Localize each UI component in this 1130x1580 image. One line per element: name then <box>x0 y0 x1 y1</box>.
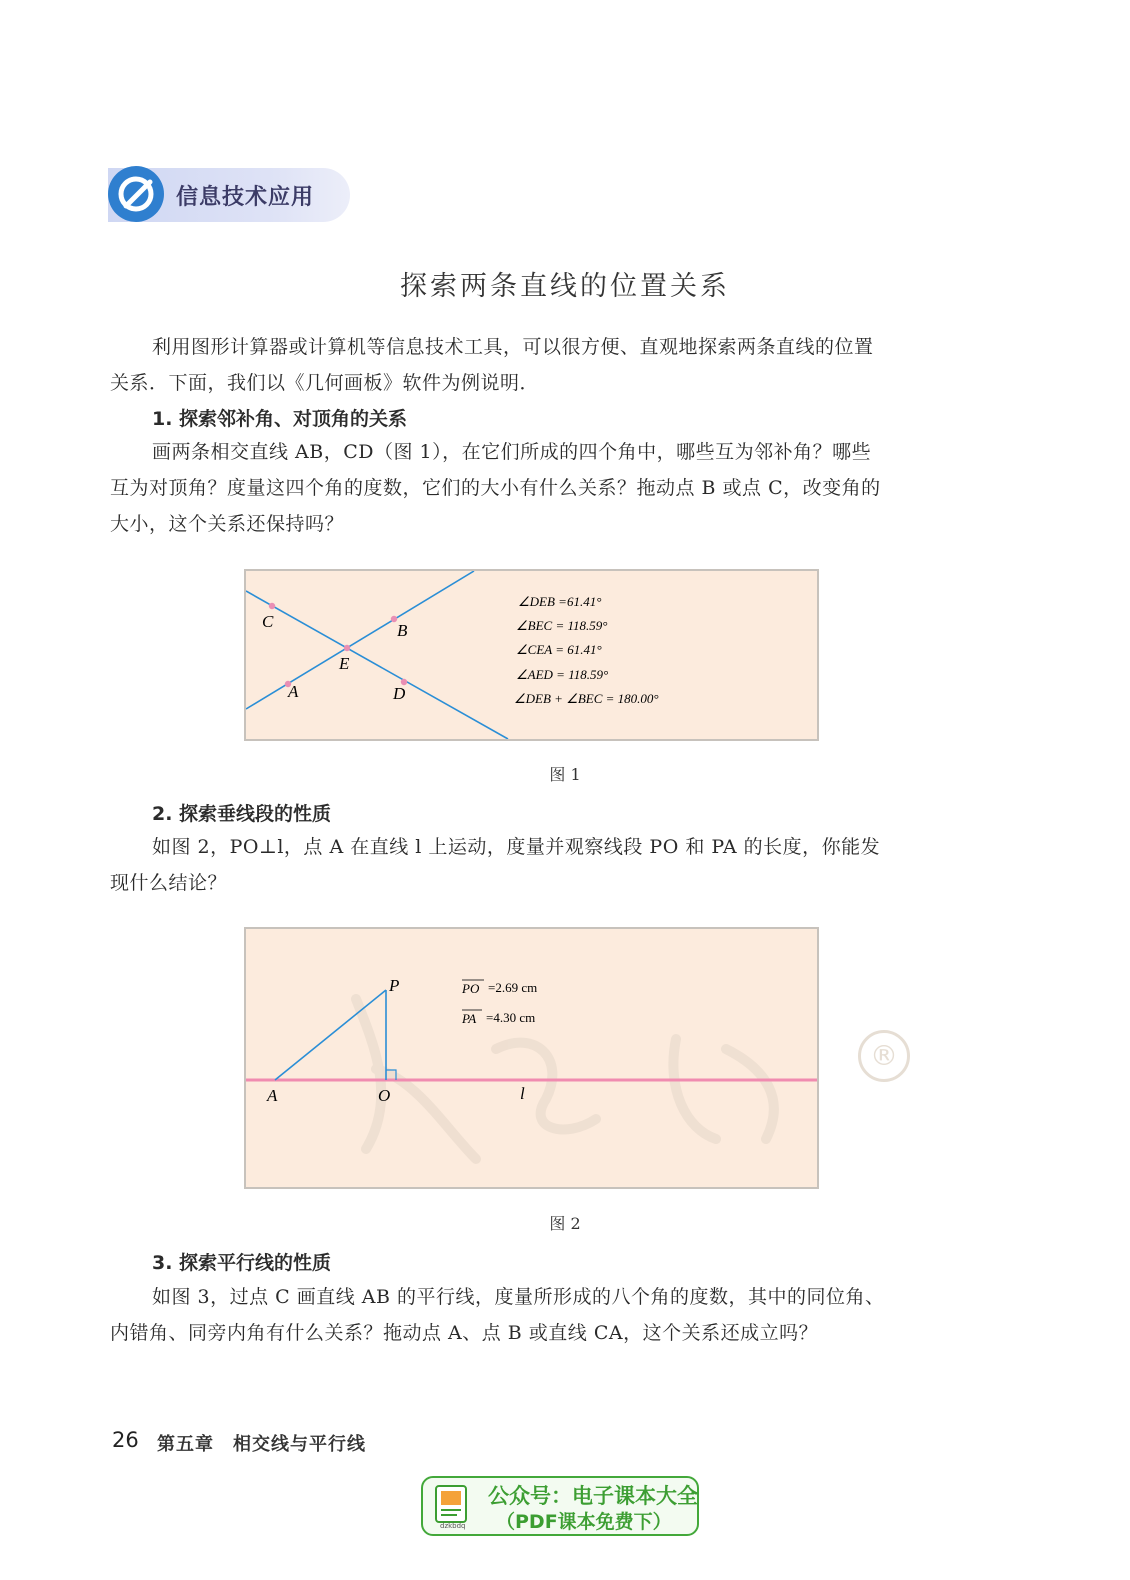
registered-mark: ® <box>858 1030 910 1082</box>
section3-paragraph <box>110 1279 955 1351</box>
chapter-title: 第五章 相交线与平行线 <box>157 1434 366 1455</box>
figure1-caption: 图 1 <box>549 765 581 784</box>
label-d: D <box>393 684 406 703</box>
section2-line: 如图 2，PO⊥l，点 A 在直线 l 上运动，度量并观察线段 PO 和 PA 的长度，你能发 <box>152 836 881 858</box>
intro-line: 利用图形计算器或计算机等信息技术工具，可以很方便、直观地探索两条直线的位置 <box>152 336 874 358</box>
watermark-line1: 公众号：电子课本大全 <box>488 1484 698 1508</box>
figure2-caption: 图 2 <box>549 1214 581 1233</box>
label-l: l <box>520 1084 525 1103</box>
intro-paragraph <box>110 329 955 401</box>
line-ab <box>246 571 474 709</box>
line-cd <box>246 591 508 739</box>
section2-heading: 2. 探索垂线段的性质 <box>152 803 332 825</box>
section3-line: 如图 3，过点 C 画直线 AB 的平行线，度量所形成的八个角的度数，其中的同位角、 <box>152 1286 885 1308</box>
measure-deb: ∠DEB =61.41° <box>518 594 602 609</box>
section2-line: 现什么结论？ <box>110 872 228 894</box>
measure-cea: ∠CEA = 61.41° <box>516 642 602 657</box>
section1-heading: 1. 探索邻补角、对顶角的关系 <box>152 408 408 430</box>
label-b: B <box>397 621 408 640</box>
intro-line: 关系．下面，我们以《几何画板》软件为例说明． <box>110 372 540 394</box>
label-o: O <box>378 1086 391 1105</box>
section1-line: 画两条相交直线 AB，CD（图 1），在它们所成的四个角中，哪些互为邻补角？哪些 <box>152 441 872 463</box>
figure2-diagram <box>246 929 817 1187</box>
label-c: C <box>262 612 274 631</box>
measure-pa-seg: PA <box>462 1011 477 1026</box>
measure-aed: ∠AED = 118.59° <box>516 667 609 682</box>
label-a: A <box>288 682 299 701</box>
figure2-panel <box>244 927 819 1189</box>
info-tech-icon <box>108 166 164 222</box>
section1-line: 大小，这个关系还保持吗？ <box>110 513 345 535</box>
measure-po-value: =2.69 cm <box>488 980 538 995</box>
measure-sum: ∠DEB + ∠BEC = 180.00° <box>514 691 659 706</box>
page-number: 26 <box>112 1428 139 1452</box>
figure1-panel <box>244 569 819 741</box>
label-p: P <box>389 976 400 995</box>
measure-bec: ∠BEC = 118.59° <box>516 618 608 633</box>
page-title: 探索两条直线的位置关系 <box>400 271 730 302</box>
point-e-marker <box>344 645 350 651</box>
badge-label: 信息技术应用 <box>176 185 315 210</box>
watermark-icon-label: dzkbdq <box>440 1522 466 1530</box>
watermark-line2: （PDF课本免费下） <box>496 1511 672 1533</box>
section3-heading: 3. 探索平行线的性质 <box>152 1252 332 1274</box>
point-c-marker <box>269 603 275 609</box>
measure-pa-value: =4.30 cm <box>486 1010 536 1025</box>
label-e: E <box>339 654 350 673</box>
measure-po-seg: PO <box>462 981 480 996</box>
section3-line: 内错角、同旁内角有什么关系？拖动点 A、点 B 或直线 CA，这个关系还成立吗？ <box>110 1322 819 1344</box>
section2-paragraph <box>110 829 955 901</box>
figure1-diagram <box>246 571 817 739</box>
section1-paragraph <box>110 434 955 542</box>
label-a2: A <box>267 1086 278 1105</box>
section1-line: 互为对顶角？度量这四个角的度数，它们的大小有什么关系？拖动点 B 或点 C，改变角的 <box>110 477 881 499</box>
